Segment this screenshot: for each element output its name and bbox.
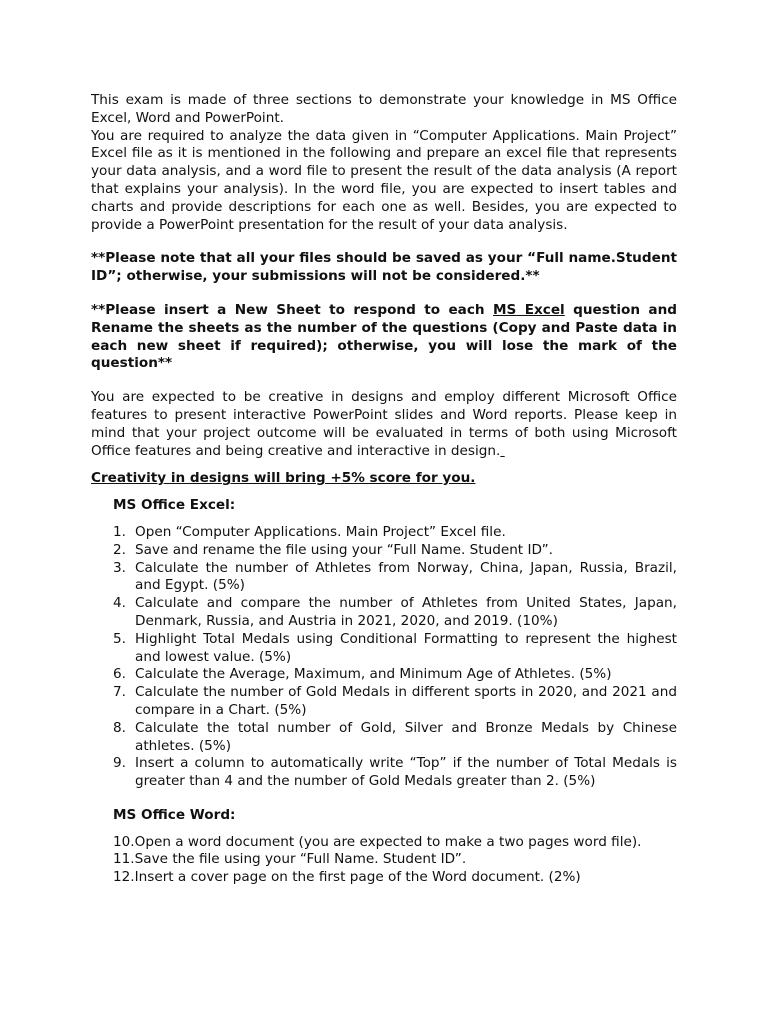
trailing-underline xyxy=(500,443,504,459)
word-section-heading: MS Office Word: xyxy=(113,806,236,823)
creative-paragraph: You are expected to be creative in designs and employ different Microsoft Office features to present interactive PowerPoint slides and Word reports. Please keep in mind that your project outcome will be evaluated in terms of both using Microsoft Office features and being creative and interactive in design. xyxy=(91,389,677,459)
list-item: 5. Highlight Total Medals using Conditional Formatting to represent the highest and lowest value. (5%) xyxy=(113,630,677,665)
creativity-bonus: Creativity in designs will bring +5% score for you. xyxy=(91,470,476,487)
intro-paragraph-1: This exam is made of three sections to demonstrate your knowledge in MS Office Excel, Word and PowerPoint. xyxy=(91,92,677,126)
list-item: 2. Save and rename the file using your “Full Name. Student ID”. xyxy=(113,541,553,558)
list-item: 10.Open a word document (you are expected to make a two pages word file). xyxy=(113,833,642,850)
list-item: 7. Calculate the number of Gold Medals in different sports in 2020, and 2021 and compare in a Chart. (5%) xyxy=(113,684,677,718)
list-item: 4. Calculate and compare the number of Athletes from United States, Japan, Denmark, Russia, and Austria in 2021, 2020, and 2019. (10%) xyxy=(113,595,677,629)
list-item: 6. Calculate the Average, Maximum, and Minimum Age of Athletes. (5%) xyxy=(113,666,612,683)
intro-paragraph-2: You are required to analyze the data given in “Computer Applications. Main Project” Excel file as it is mentioned in the following and prepare an excel file that represents your data analysis, and a word file to present the result of the data analysis (A report that explains your analysis). In the word file, you are expected to insert tables and charts and provide descriptions for each one as well. Besides, you are expected to provide a PowerPoint presentation for the result of your data analysis. xyxy=(91,127,677,233)
list-item: 11.Save the file using your “Full Name. Student ID”. xyxy=(113,851,467,868)
list-item: 3. Calculate the number of Athletes from Norway, China, Japan, Russia, Brazil, and Egypt. (5%) xyxy=(113,559,677,594)
excel-section-heading: MS Office Excel: xyxy=(113,497,236,514)
excel-task-list xyxy=(91,524,677,791)
notice-new-sheet xyxy=(91,302,677,373)
list-item: 1. Open “Computer Applications. Main Project” Excel file. xyxy=(113,523,506,540)
notice-new-sheet-before: **Please insert a New Sheet to respond to each xyxy=(91,301,493,318)
word-task-list xyxy=(91,834,677,887)
list-item: 12.Insert a cover page on the first page of the Word document. (2%) xyxy=(113,869,581,886)
list-item: 9. Insert a column to automatically write “Top” if the number of Total Medals is greater than 4 and the number of Gold Medals greater than 2. (5%) xyxy=(113,755,677,790)
notice-save-files: **Please note that all your files should be saved as your “Full name.Student ID”; otherwise, your submissions will not be considered.** xyxy=(91,250,677,285)
notice-new-sheet-after: question and Rename the sheets as the number of the questions (Copy and Paste data in each new sheet if required); otherwise, you will lose the mark of the question** xyxy=(91,301,677,372)
ms-excel-link[interactable]: MS Excel xyxy=(493,301,565,318)
list-item: 8. Calculate the total number of Gold, Silver and Bronze Medals by Chinese athletes. (5%) xyxy=(113,719,677,754)
